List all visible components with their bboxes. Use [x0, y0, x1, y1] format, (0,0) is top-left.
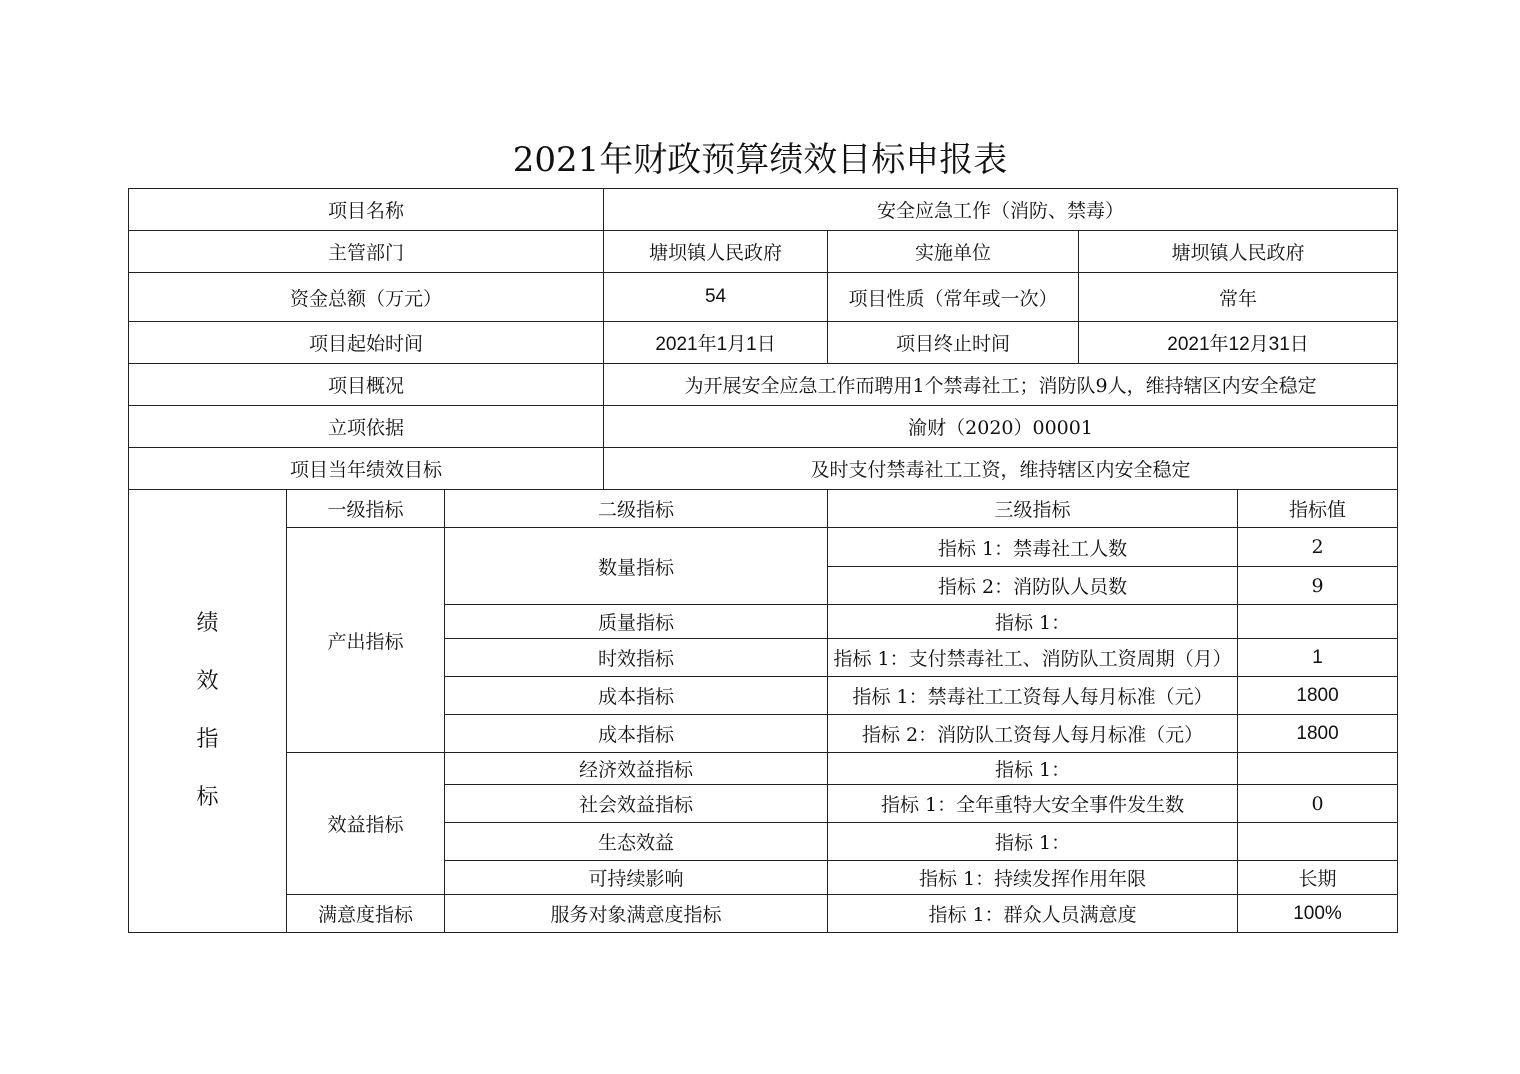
level3-cell: 指标 2：消防队人员数	[828, 567, 1238, 605]
table-row	[129, 528, 1398, 567]
basis-label: 立项依据	[129, 406, 604, 448]
dept-label: 主管部门	[129, 231, 604, 273]
value-cell: 2	[1238, 528, 1398, 567]
dept-value: 塘坝镇人民政府	[604, 231, 828, 273]
project-name-value: 安全应急工作（消防、禁毒）	[604, 189, 1398, 231]
section-char: 效	[196, 669, 219, 694]
performance-target-table	[128, 188, 1398, 933]
level2-cell: 时效指标	[445, 639, 828, 677]
header-level2: 二级指标	[445, 490, 828, 528]
impl-value: 塘坝镇人民政府	[1079, 231, 1398, 273]
level2-cell: 服务对象满意度指标	[445, 895, 828, 933]
end-value: 2021年12月31日	[1079, 322, 1398, 364]
value-cell	[1238, 753, 1398, 785]
value-cell: 9	[1238, 567, 1398, 605]
project-name-label: 项目名称	[129, 189, 604, 231]
section-char: 绩	[196, 611, 219, 636]
basis-value: 渝财（2020）00001	[604, 406, 1398, 448]
level2-cell: 成本指标	[445, 677, 828, 715]
row-department	[129, 231, 1398, 273]
overview-value: 为开展安全应急工作而聘用1个禁毒社工；消防队9人，维持辖区内安全稳定	[604, 364, 1398, 406]
overview-label: 项目概况	[129, 364, 604, 406]
group-benefit: 效益指标	[287, 753, 445, 895]
row-fund	[129, 273, 1398, 322]
level3-cell: 指标 1：	[828, 753, 1238, 785]
value-cell: 100%	[1238, 895, 1398, 933]
value-cell: 1800	[1238, 677, 1398, 715]
section-char: 指	[196, 727, 219, 752]
row-basis	[129, 406, 1398, 448]
level2-cell: 生态效益	[445, 823, 828, 861]
indicator-section-label	[129, 490, 287, 933]
goal-value: 及时支付禁毒社工工资，维持辖区内安全稳定	[604, 448, 1398, 490]
group-satisfaction: 满意度指标	[287, 895, 445, 933]
level3-cell: 指标 1：	[828, 605, 1238, 639]
level2-cell: 社会效益指标	[445, 785, 828, 823]
level3-cell: 指标 1：禁毒社工人数	[828, 528, 1238, 567]
level3-cell: 指标 1：	[828, 823, 1238, 861]
group-output: 产出指标	[287, 528, 445, 753]
row-dates	[129, 322, 1398, 364]
indicator-header-row	[129, 490, 1398, 528]
value-cell	[1238, 605, 1398, 639]
level3-cell: 指标 1：持续发挥作用年限	[828, 861, 1238, 895]
level2-cell: 质量指标	[445, 605, 828, 639]
value-cell: 1	[1238, 639, 1398, 677]
row-overview	[129, 364, 1398, 406]
row-goal	[129, 448, 1398, 490]
header-level3: 三级指标	[828, 490, 1238, 528]
level3-cell: 指标 1：群众人员满意度	[828, 895, 1238, 933]
level2-cell: 数量指标	[445, 528, 828, 605]
value-cell	[1238, 823, 1398, 861]
level3-cell: 指标 1：禁毒社工工资每人每月标准（元）	[828, 677, 1238, 715]
level3-cell: 指标 1：支付禁毒社工、消防队工资周期（月）	[828, 639, 1238, 677]
value-cell: 1800	[1238, 715, 1398, 753]
fund-value: 54	[604, 273, 828, 322]
level3-cell: 指标 1：全年重特大安全事件发生数	[828, 785, 1238, 823]
page-title: 2021年财政预算绩效目标申报表	[512, 140, 1008, 180]
goal-label: 项目当年绩效目标	[129, 448, 604, 490]
value-cell: 0	[1238, 785, 1398, 823]
nature-value: 常年	[1079, 273, 1398, 322]
fund-label: 资金总额（万元）	[129, 273, 604, 322]
nature-label: 项目性质（常年或一次）	[828, 273, 1079, 322]
impl-label: 实施单位	[828, 231, 1079, 273]
level2-cell: 成本指标	[445, 715, 828, 753]
start-label: 项目起始时间	[129, 322, 604, 364]
header-level1: 一级指标	[287, 490, 445, 528]
level2-cell: 经济效益指标	[445, 753, 828, 785]
table-row	[129, 753, 1398, 785]
header-value: 指标值	[1238, 490, 1398, 528]
row-project-name	[129, 189, 1398, 231]
level2-cell: 可持续影响	[445, 861, 828, 895]
start-value: 2021年1月1日	[604, 322, 828, 364]
end-label: 项目终止时间	[828, 322, 1079, 364]
value-cell: 长期	[1238, 861, 1398, 895]
level3-cell: 指标 2：消防队工资每人每月标准（元）	[828, 715, 1238, 753]
section-char: 标	[196, 785, 219, 810]
table-row	[129, 895, 1398, 933]
